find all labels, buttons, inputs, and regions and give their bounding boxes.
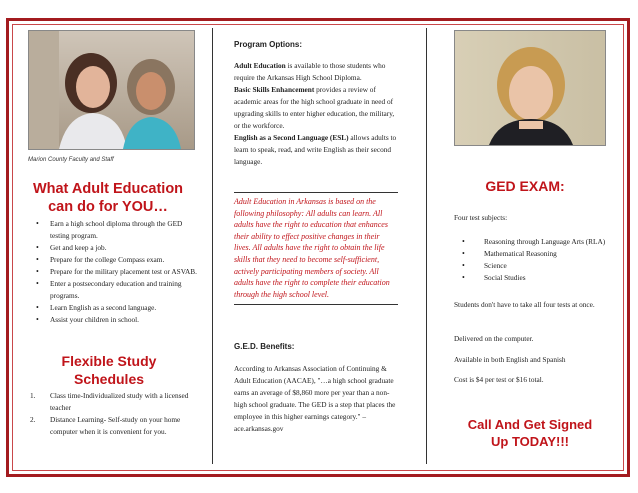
benefits-list: [28, 218, 200, 326]
call-to-action: [440, 416, 620, 450]
list-item: • Reasoning through Language Arts (RLA): [454, 236, 614, 248]
program-desc: provides a review of academic areas for the high school graduate in need of upgrading skills to enter higher education, the military, or the workforce.: [234, 85, 395, 130]
note-delivery: Delivered on the computer.: [454, 334, 534, 343]
program-item: [234, 132, 400, 168]
staff-portrait-photo: [454, 30, 606, 146]
heading-line-2: can do for YOU…: [48, 199, 168, 215]
list-text: Distance Learning- Self-study on your home computer when it is convenient for you.: [50, 415, 181, 436]
ged-benefits-text: According to Arkansas Association of Continuing & Adult Education (AACAE), "…a high school graduate earns an average of $8,860 more per year than a non-high school graduate. The GED is a step that places the employee in this higher earnings category." – ace.arkansas.gov: [234, 364, 396, 433]
list-item: [28, 390, 198, 414]
program-options-text: [234, 60, 400, 168]
note-students: Students don't have to take all four tests at once.: [454, 300, 595, 309]
column-divider-left: [212, 28, 213, 464]
list-number: 2.: [30, 415, 36, 424]
program-desc: allows adults to learn to speak, read, and write English as their second language.: [234, 133, 397, 166]
list-item: [28, 414, 198, 438]
cta-line-1: Call And Get Signed: [467, 417, 593, 432]
list-item: • Science: [454, 260, 614, 272]
program-name: Basic Skills Enhancement: [234, 85, 315, 94]
ged-benefits-heading: G.E.D. Benefits:: [234, 342, 295, 351]
program-name: English as a Second Language (ESL): [234, 133, 349, 142]
program-name: Adult Education: [234, 61, 286, 70]
what-adult-education-heading: [18, 180, 198, 216]
note-cost: Cost is $4 per test or $16 total.: [454, 375, 544, 384]
subjects-intro: Four test subjects:: [454, 213, 508, 222]
list-item: • Social Studies: [454, 272, 614, 284]
list-item: • Learn English as a second language.: [28, 302, 200, 314]
program-desc: is available to those students who require the Arkansas High School Diploma.: [234, 61, 386, 82]
list-item: • Mathematical Reasoning: [454, 248, 614, 260]
photo-caption: Marion County Faculty and Staff: [28, 157, 114, 163]
heading-line-2: Schedules: [73, 371, 145, 387]
list-item: • Earn a high school diploma through the GED testing program.: [28, 218, 200, 242]
list-number: 1.: [30, 391, 36, 400]
list-item: • Assist your children in school.: [28, 314, 200, 326]
list-item: • Prepare for the college Compass exam.: [28, 254, 200, 266]
ged-exam-heading: GED EXAM:: [485, 178, 565, 194]
flexible-schedules-heading: [28, 352, 190, 388]
program-item: [234, 60, 400, 84]
program-options-heading: Program Options:: [234, 40, 303, 49]
program-item: [234, 84, 400, 132]
cta-line-2: Up TODAY!!!: [491, 434, 569, 449]
faculty-photo: [28, 30, 195, 150]
schedules-list: [28, 390, 198, 438]
list-text: Class time-Individualized study with a licensed teacher: [50, 391, 189, 412]
subjects-list: [454, 236, 614, 284]
note-language: Available in both English and Spanish: [454, 355, 566, 364]
heading-line-1: What Adult Education: [32, 181, 184, 197]
heading-line-1: Flexible Study: [61, 353, 157, 369]
philosophy-statement: Adult Education in Arkansas is based on the following philosophy: All adults can learn. All adults have the right to education that enhances their ability to effect positive changes in their lives. All adults have the right to obtain the life skills that they need to become self-sufficient, actively participating members of society. All adults have the right to complete their education through the high school level.: [234, 192, 398, 305]
list-item: • Enter a postsecondary education and training programs.: [28, 278, 200, 302]
column-divider-right: [426, 28, 427, 464]
list-item: • Prepare for the military placement test or ASVAB.: [28, 266, 200, 278]
list-item: • Get and keep a job.: [28, 242, 200, 254]
